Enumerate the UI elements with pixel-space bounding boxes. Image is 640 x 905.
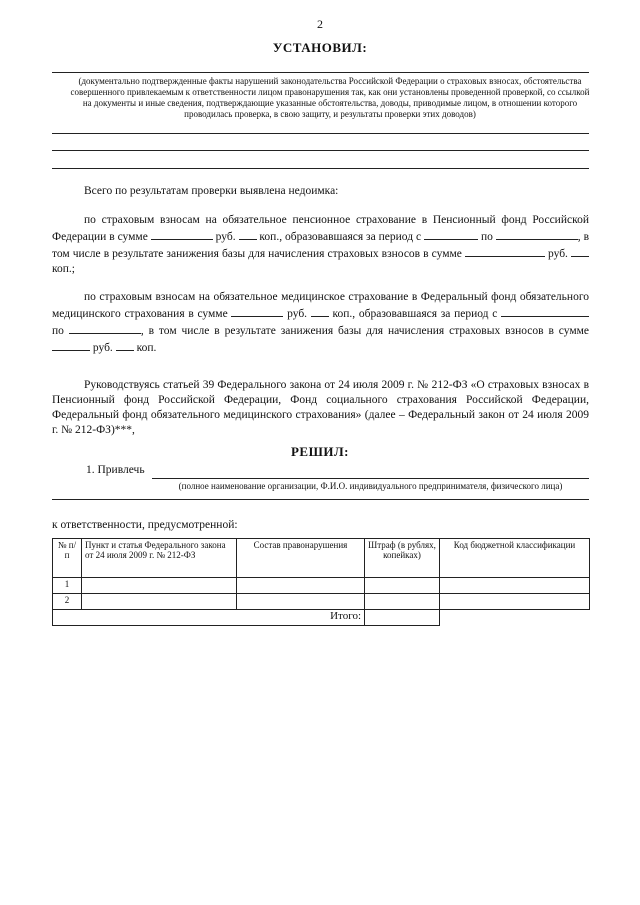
row-offense[interactable]: [237, 594, 365, 610]
medical-understated-kop-blank[interactable]: [116, 339, 134, 351]
pension-text-2: , в том числе в результате занижения базы для начисления страховых взносов в сумме: [52, 231, 589, 260]
row-article[interactable]: [82, 594, 237, 610]
arrears-intro: [52, 184, 589, 199]
medical-text-2: , в том числе в результате занижения базы для начисления страховых взносов в сумме: [140, 325, 590, 337]
medical-understated-rub-blank[interactable]: [52, 339, 90, 351]
item1-fill-line[interactable]: [152, 478, 589, 479]
liability-text: к ответственности, предусмотренной:: [52, 519, 238, 531]
row-fine[interactable]: [365, 578, 440, 594]
medical-paragraph: [52, 290, 589, 356]
fill-line: [52, 168, 589, 169]
pension-period-to-blank[interactable]: [496, 228, 578, 240]
arrears-intro-text: Всего по результатам проверки выявлена недоимка:: [84, 185, 339, 197]
penalty-table: [52, 538, 590, 626]
medical-period-from-blank[interactable]: [501, 305, 589, 317]
total-empty-cell: [440, 610, 590, 626]
row-offense[interactable]: [237, 578, 365, 594]
medical-sum-kop-blank[interactable]: [311, 305, 329, 317]
medical-rub-label: руб.: [287, 308, 308, 320]
pension-sum-kop-blank[interactable]: [239, 228, 257, 240]
pension-sum-rub-blank[interactable]: [151, 228, 213, 240]
row-fine[interactable]: [365, 594, 440, 610]
pension-rub-label: руб.: [215, 231, 236, 243]
pension-understated-kop-blank[interactable]: [571, 245, 589, 257]
medical-kop2-label: коп.: [136, 342, 157, 354]
row-kbk[interactable]: [440, 594, 590, 610]
total-value[interactable]: [365, 610, 440, 626]
table-row: [53, 578, 590, 594]
header-fine: Штраф (в рублях, копейках): [365, 539, 440, 578]
row-num: 1: [53, 578, 82, 594]
fill-line: [52, 133, 589, 134]
row-num: 2: [53, 594, 82, 610]
total-row: [53, 610, 590, 626]
established-heading: УСТАНОВИЛ:: [272, 40, 368, 55]
row-kbk[interactable]: [440, 578, 590, 594]
medical-kop-formed-label: коп., образовавшаяся за период с: [332, 308, 498, 320]
table-header-row: [53, 539, 590, 578]
pension-rub2-label: руб.: [548, 248, 568, 260]
item1-label: 1. Привлечь: [86, 464, 145, 476]
header-article: Пункт и статья Федерального закона от 24 июля 2009 г. № 212-ФЗ: [82, 539, 237, 578]
pension-understated-rub-blank[interactable]: [465, 245, 545, 257]
established-note: (документально подтвержденные факты нарушений законодательства Российской Федерации о страховых взносах, обстоятельства совершенного привлекаемым к ответственности лицом правонарушения так, как они установлены проведенной проверкой, со ссылкой на документы и иные сведения, подтверждающие указанные обстоятельства, доводы, приводимые лицом, в отношении которого проводилась проверка, в свою защиту, и результаты проверки этих доводов): [70, 76, 590, 119]
pension-paragraph: [52, 213, 589, 277]
fill-line: [52, 150, 589, 151]
table-row: [53, 594, 590, 610]
medical-rub2-label: руб.: [92, 342, 113, 354]
header-offense: Состав правонарушения: [237, 539, 365, 578]
guided-by-text: Руководствуясь статьей 39 Федерального закона от 24 июля 2009 г. № 212-ФЗ «О страховых взносах в Пенсионный фонд Российской Федерации, Фонд социального страхования Российской Федерации, Федеральный фонд обязательного медицинского страхования» (далее – Федеральный закон от 24 июля 2009 г. № 212-ФЗ)***,: [52, 379, 589, 436]
row-article[interactable]: [82, 578, 237, 594]
header-num: № п/п: [53, 539, 82, 578]
guided-by-paragraph: [52, 378, 589, 438]
fill-line: [52, 72, 589, 73]
pension-text-1: по страховым взносам на обязательное пенсионное страхование в Пенсионный фонд Российской Федерации в сумме: [52, 214, 589, 243]
pension-period-from-blank[interactable]: [424, 228, 478, 240]
total-label: Итого:: [53, 610, 365, 626]
item1-note: (полное наименование организации, Ф.И.О. индивидуального предпринимателя, физического лица): [178, 481, 563, 491]
medical-period-to-blank[interactable]: [69, 322, 141, 334]
medical-po-label: по: [52, 325, 64, 337]
header-kbk: Код бюджетной классификации: [440, 539, 590, 578]
pension-po-label: по: [480, 231, 493, 243]
pension-kop-formed-label: коп., образовавшаяся за период с: [259, 231, 422, 243]
page-number: 2: [317, 17, 323, 31]
decided-heading: РЕШИЛ:: [290, 444, 349, 459]
medical-text-1: по страховым взносам на обязательное медицинское страхование в Федеральный фонд обязательного медицинского страхования в сумме: [52, 291, 589, 320]
fill-line[interactable]: [52, 499, 589, 500]
medical-sum-rub-blank[interactable]: [231, 305, 283, 317]
pension-kop2-label: коп.;: [52, 263, 75, 275]
